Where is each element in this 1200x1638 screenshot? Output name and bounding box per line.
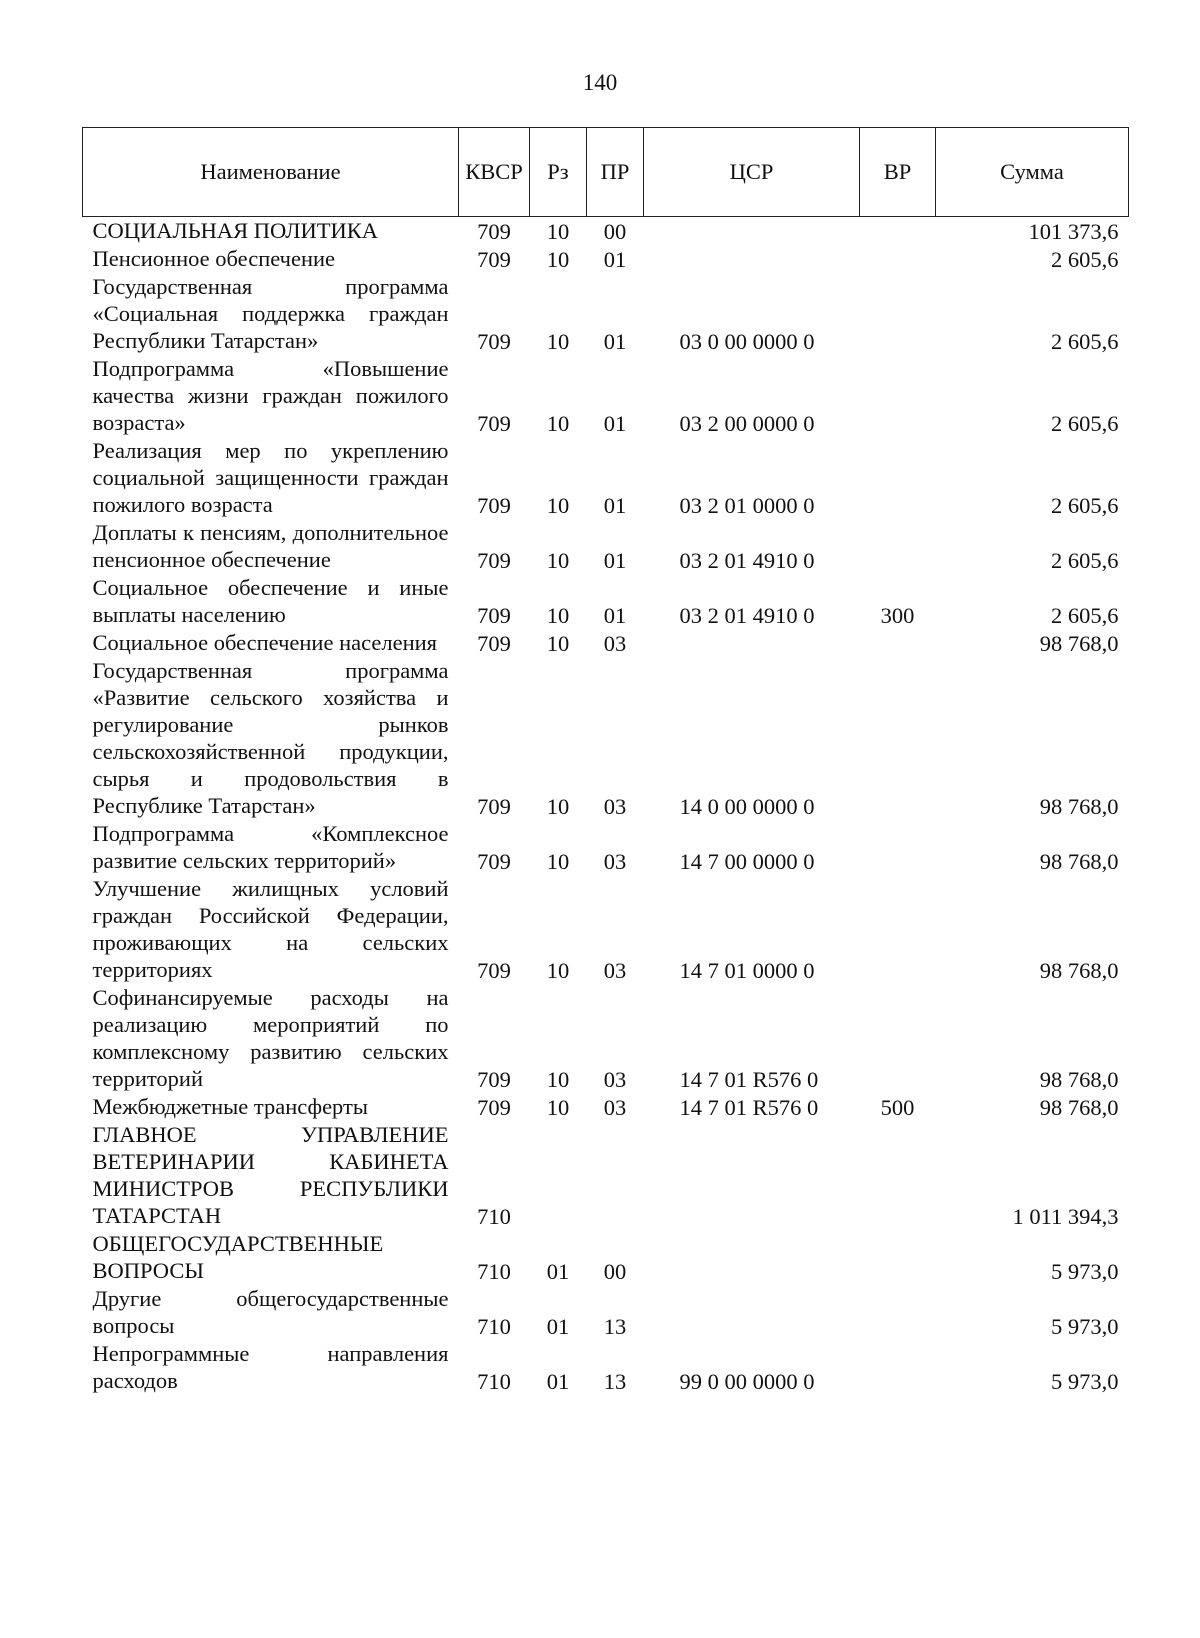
table-row	[83, 437, 1129, 519]
header-csr: ЦСР	[644, 128, 860, 217]
cell-name: Государственная программа «Социальная поддержка граждан Республики Татарстан»	[92, 274, 449, 353]
cell-sum: 98 768,0	[1039, 849, 1119, 874]
cell-name: Софинансируемые расходы на реализацию мероприятий по комплексному развитию сельских территорий	[92, 985, 449, 1091]
cell-kvsr: 709	[477, 493, 511, 518]
table-row	[83, 820, 1129, 875]
table-row	[83, 875, 1129, 984]
cell-pr: 01	[603, 329, 627, 354]
cell-name: Пенсионное обеспечение	[92, 246, 336, 271]
cell-sum: 2 605,6	[1051, 411, 1119, 436]
cell-vr	[860, 273, 936, 355]
cell-sum: 2 605,6	[1051, 548, 1119, 573]
cell-vr	[860, 1230, 936, 1285]
cell-csr	[644, 217, 860, 246]
cell-name: Межбюджетные трансферты	[92, 1094, 368, 1119]
cell-sum: 98 768,0	[1039, 958, 1119, 983]
cell-pr: 01	[603, 247, 627, 272]
cell-name: Подпрограмма «Комплексное развитие сельских территорий»	[92, 821, 449, 873]
cell-rz: 10	[546, 411, 570, 436]
table-row	[83, 355, 1129, 437]
cell-kvsr: 710	[477, 1369, 511, 1394]
table-row	[83, 217, 1129, 246]
cell-csr: 03 2 01 4910 0	[679, 603, 815, 628]
cell-pr: 01	[603, 603, 627, 628]
cell-sum: 2 605,6	[1051, 603, 1119, 628]
cell-kvsr: 709	[477, 603, 511, 628]
cell-csr	[644, 1285, 860, 1340]
cell-pr: 13	[603, 1369, 627, 1394]
cell-vr	[860, 437, 936, 519]
cell-sum: 98 768,0	[1039, 1095, 1119, 1120]
cell-name: Улучшение жилищных условий граждан Российской Федерации, проживающих на сельских территориях	[92, 876, 449, 982]
header-vr: ВР	[860, 128, 936, 217]
cell-rz: 10	[546, 958, 570, 983]
cell-pr	[587, 1121, 644, 1230]
table-row	[83, 1285, 1129, 1340]
cell-pr: 01	[603, 411, 627, 436]
cell-name: Другие общегосударственные вопросы	[92, 1286, 449, 1338]
table-header	[83, 128, 1129, 217]
cell-vr	[860, 657, 936, 820]
table-row	[83, 273, 1129, 355]
cell-vr	[860, 629, 936, 657]
cell-kvsr: 709	[477, 794, 511, 819]
cell-vr	[860, 217, 936, 246]
cell-name: Реализация мер по укреплению социальной защищенности граждан пожилого возраста	[92, 438, 449, 517]
cell-rz: 01	[546, 1259, 570, 1284]
cell-csr	[644, 245, 860, 273]
cell-name: Социальное обеспечение населения	[92, 630, 438, 655]
cell-rz: 10	[546, 548, 570, 573]
cell-kvsr: 709	[477, 548, 511, 573]
cell-name: СОЦИАЛЬНАЯ ПОЛИТИКА	[92, 218, 378, 243]
cell-csr: 14 0 00 0000 0	[679, 794, 815, 819]
cell-pr: 03	[603, 794, 627, 819]
cell-csr: 03 0 00 0000 0	[679, 329, 815, 354]
cell-kvsr: 710	[477, 1259, 511, 1284]
cell-kvsr: 710	[477, 1314, 511, 1339]
table-body	[83, 217, 1129, 1396]
cell-sum: 2 605,6	[1051, 329, 1119, 354]
table-row	[83, 1121, 1129, 1230]
cell-rz: 10	[546, 1067, 570, 1092]
cell-sum: 2 605,6	[1051, 247, 1119, 272]
cell-pr: 01	[603, 548, 627, 573]
cell-csr: 99 0 00 0000 0	[679, 1369, 815, 1394]
header-pr: ПР	[587, 128, 644, 217]
table-row	[83, 574, 1129, 629]
cell-kvsr: 709	[477, 631, 511, 656]
cell-kvsr: 709	[477, 849, 511, 874]
table-row	[83, 629, 1129, 657]
cell-rz: 10	[546, 849, 570, 874]
cell-csr	[644, 1230, 860, 1285]
cell-rz: 10	[546, 493, 570, 518]
cell-sum: 2 605,6	[1051, 493, 1119, 518]
cell-sum: 1 011 394,3	[1012, 1204, 1119, 1229]
cell-vr	[860, 519, 936, 574]
cell-name: Государственная программа «Развитие сельского хозяйства и регулирование рынков сельскохозяйственной продукции, сырья и продовольствия в Республике Татарстан»	[92, 658, 449, 818]
cell-rz: 10	[546, 247, 570, 272]
cell-vr	[860, 1340, 936, 1395]
table-row	[83, 519, 1129, 574]
cell-rz: 10	[546, 329, 570, 354]
cell-pr: 13	[603, 1314, 627, 1339]
cell-csr: 03 2 01 0000 0	[679, 493, 815, 518]
table-row	[83, 1340, 1129, 1395]
cell-rz: 01	[546, 1369, 570, 1394]
cell-vr	[860, 875, 936, 984]
cell-name: Непрограммные направления расходов	[92, 1341, 449, 1393]
table-row	[83, 657, 1129, 820]
cell-rz	[530, 1121, 587, 1230]
header-name: Наименование	[83, 128, 459, 217]
cell-vr	[860, 1121, 936, 1230]
cell-vr	[860, 1285, 936, 1340]
cell-pr: 00	[603, 1259, 627, 1284]
cell-pr: 03	[603, 849, 627, 874]
table-row	[83, 984, 1129, 1093]
cell-name: Подпрограмма «Повышение качества жизни граждан пожилого возраста»	[92, 356, 449, 435]
cell-rz: 10	[546, 219, 570, 244]
cell-sum: 5 973,0	[1051, 1259, 1119, 1284]
cell-csr: 03 2 00 0000 0	[679, 411, 815, 436]
table-row	[83, 245, 1129, 273]
cell-rz: 10	[546, 631, 570, 656]
header-sum: Сумма	[936, 128, 1129, 217]
cell-pr: 01	[603, 493, 627, 518]
cell-vr: 300	[880, 603, 915, 628]
cell-kvsr: 709	[477, 219, 511, 244]
cell-vr	[860, 984, 936, 1093]
cell-csr: 14 7 01 R576 0	[679, 1067, 819, 1092]
page-number: 140	[582, 70, 618, 95]
cell-name: ОБЩЕГОСУДАРСТВЕННЫЕ ВОПРОСЫ	[92, 1231, 384, 1283]
cell-name: Социальное обеспечение и иные выплаты населению	[92, 575, 449, 627]
cell-pr: 03	[603, 958, 627, 983]
cell-kvsr: 709	[477, 247, 511, 272]
cell-name: Доплаты к пенсиям, дополнительное пенсионное обеспечение	[92, 520, 449, 572]
table-row	[83, 1230, 1129, 1285]
cell-pr: 03	[603, 1095, 627, 1120]
table-row	[83, 1093, 1129, 1121]
cell-kvsr: 709	[477, 1067, 511, 1092]
cell-pr: 03	[603, 631, 627, 656]
cell-kvsr: 709	[477, 1095, 511, 1120]
cell-kvsr: 710	[477, 1204, 511, 1229]
header-kvsr: КВСР	[459, 128, 530, 217]
cell-sum: 5 973,0	[1051, 1369, 1119, 1394]
header-rz: Рз	[530, 128, 587, 217]
cell-pr: 03	[603, 1067, 627, 1092]
cell-pr: 00	[603, 219, 627, 244]
cell-name: ГЛАВНОЕ УПРАВЛЕНИЕ ВЕТЕРИНАРИИ КАБИНЕТА МИНИСТРОВ РЕСПУБЛИКИ ТАТАРСТАН	[92, 1122, 449, 1228]
cell-vr	[860, 820, 936, 875]
cell-sum: 5 973,0	[1051, 1314, 1119, 1339]
cell-csr	[644, 629, 860, 657]
cell-csr: 14 7 00 0000 0	[679, 849, 815, 874]
cell-rz: 10	[546, 1095, 570, 1120]
cell-vr: 500	[880, 1095, 915, 1120]
cell-csr: 03 2 01 4910 0	[679, 548, 815, 573]
cell-csr	[644, 1121, 860, 1230]
cell-kvsr: 709	[477, 411, 511, 436]
cell-sum: 98 768,0	[1039, 1067, 1119, 1092]
cell-rz: 10	[546, 603, 570, 628]
cell-sum: 98 768,0	[1039, 631, 1119, 656]
cell-vr	[860, 245, 936, 273]
cell-kvsr: 709	[477, 329, 511, 354]
cell-csr: 14 7 01 R576 0	[679, 1095, 819, 1120]
budget-table	[82, 127, 1129, 1395]
cell-kvsr: 709	[477, 958, 511, 983]
cell-csr: 14 7 01 0000 0	[679, 958, 815, 983]
cell-vr	[860, 355, 936, 437]
cell-sum: 98 768,0	[1039, 794, 1119, 819]
cell-sum: 101 373,6	[1028, 219, 1119, 244]
cell-rz: 01	[546, 1314, 570, 1339]
cell-rz: 10	[546, 794, 570, 819]
